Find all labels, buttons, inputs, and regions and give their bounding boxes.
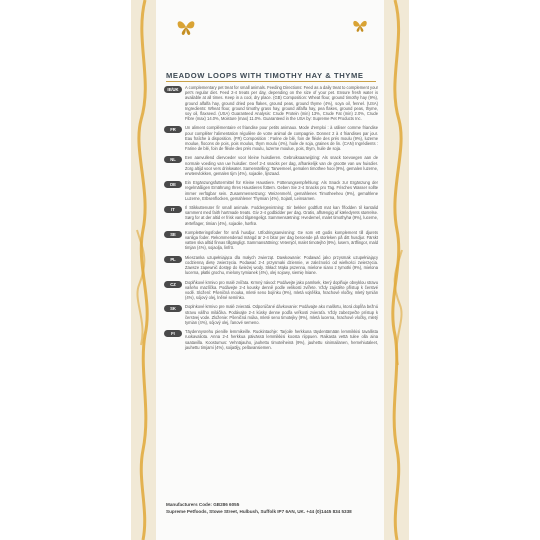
language-section [164, 280, 378, 301]
language-tag: SK [164, 305, 182, 312]
language-text: Il Stikkuttenuter fir small animale. Foddergenintning: Sir bekker godtfutt mat kan f/fodden til kantalid samment med faith hartmade treats. Giv 2-4 godbidder per dag. Gratis, afhængig af kæledyrets størrelse. Sørg for at der altid er frisk vand tilgængeligt. Sammensætning: Hvedemel, malet timothyhø (9%), lucerne, ærteflager, timian (4%), sojaolie, hørfrø. [185, 205, 378, 226]
language-text: Un aliment complémentaire et friandise pour petits animaux. Mode d'emploi : à utiliser comme friandise pour compléter l'alimentation régulière de votre animal de compagnie. Donnez 2 à 4 friandises par jour. Eau fraîche à disposition. (FR) Composition : Farine de blé, foin de fléole des prés moulu (9%), luzerne moulue, flocons de pois, pois moulus, thym moulu (4%), huile de soja, graines de lin. (CAN) Ingrédients : Farine de blé, foin de fléole des prés moulu, luzerne moulue, pois, thym, huile de soja. [185, 125, 378, 152]
language-section [164, 85, 378, 121]
language-tag: FR [164, 126, 182, 133]
language-section [164, 329, 378, 350]
label-panel [156, 0, 384, 540]
manufacturer-info [166, 502, 376, 515]
language-section [164, 125, 378, 151]
language-section [164, 205, 378, 226]
language-sections [164, 85, 378, 354]
manufacturer-code: Manufacturers Code: GB286 6055 [166, 502, 240, 507]
language-text: Mieszanka uzupełniająca dla małych zwierząt. Dawkowanie: Podawać jako przysmak uzupełniający codzienną dietę zwierzęcia. Podawać 2-4 przysmaki dziennie, w zależności od wielkości zwierzęcia. Zawsze zapewnić dostęp do świeżej wody. Skład: Mąka pszenna, mielone siano z tymotki (9%), mielona lucerna, płatki grochu, mielony tymianek (4%), olej sojowy, siemię lniane. [185, 254, 378, 276]
language-tag: NL [164, 156, 182, 163]
product-title: MEADOW LOOPS WITH TIMOTHY HAY & THYME [166, 71, 364, 80]
language-text: Täydennysrehu pienille lemmikeille. Ruokintaohje: Tarjoile herkkuna täydentämään lemmikkisi tavallista ruokavaliota. Anna 2-4 herkkua päivässä lemmikkisi koosta riippuen. Raikasta vettä tulee olla aina saatavilla. Koostumus: Vehnäjauho, jauhettu timoteiheinä (9%), jauhettu sinimailanen, hernehiutaleet, jauhettu timjami (4%), soijaöljy, pellavansiemen. [185, 329, 378, 350]
packaging-panel [131, 0, 409, 540]
right-swirl-decoration [384, 0, 409, 540]
title-divider [166, 81, 376, 82]
language-tag: DE [164, 181, 182, 188]
manufacturer-address: Supreme Petfoods, Stowe Street, Hulbush, Suffolk IP7 6AN, UK. +44 (0)1445 834 5338 [166, 508, 352, 514]
butterfly-icon [352, 18, 368, 33]
language-tag: PL [164, 256, 182, 263]
language-tag: IT [164, 206, 182, 213]
language-text: Ein Ergänzungsfuttermittel für Kleine Haustiere. Fütterungsempfehlung: Als Snack zur Ergänzung der regelmäßigen Ernährung Ihres Haustieres füttern. Geben Sie 2-4 Snacks pro Tag. Frisches Wasser sollte immer verfügbar sein. Zusammensetzung: Weizenmehl, gemahlenes Timotheeheu (9%), gemahlene Luzerne, Erbsenflocken, gemahlener Thymian (4%), Sojaöl, Leinsamen. [185, 180, 378, 201]
language-section [164, 230, 378, 251]
language-text: Kompletteringsfoder för små husdjur. Utfodringsanvisning: Ge som ett godis komplement till djurets vanliga foder. Rekommenderad mängd är 2-4 bitar per dag beroende på storleken på ditt husdjur. Färskt vatten ska alltid finnas tillgängligt. Sammansättning: Vetemjöl, malet timotejhö (9%), lusern, ärtflingor, mald timjan (4%), sojaolja, linfrö. [185, 229, 378, 251]
language-text: Doplnkové krmivo pre malé zvieratá. Odporúčané dávkovanie: Podávajte ako maškrtu, ktorá dopĺňa bežnú stravu vášho miláčika. Podávajte 2-4 kúsky denne podľa veľkosti zvieraťa. Vždy zabezpečte prístup k čerstvej vode. Zloženie: Pšeničná múka, mleté seno timotejky (9%), mletá lucerna, hrachové vločky, mletý tymian (4%), sójový olej, ľanové semeno. [185, 304, 378, 325]
language-section [164, 155, 378, 176]
butterfly-icon [176, 18, 196, 36]
language-tag: IE/UK [164, 86, 182, 93]
language-tag: CZ [164, 281, 182, 288]
language-section [164, 180, 378, 201]
language-tag: SE [164, 231, 182, 238]
language-text: Doplňkové krmivo pro malé zvířata. Krmný návod: Podávejte jako pamlsek, který doplňuje obvyklou stravu vašeho mazlíčka. Podávejte 2-4 kousky denně podle velikosti zvířete. Vždy zajistěte přístup k čerstvé vodě. Složení: Pšeničná mouka, mleté seno bojínku (9%), mletá vojtěška, hrachové vločky, mletý tymián (4%), sójový olej, lněné semínko. [185, 279, 378, 301]
language-section [164, 304, 378, 325]
language-section [164, 255, 378, 276]
language-text: A complementary pet treat for small animals. Feeding Directions: Feed as a daily treat to complement your pet's regular diet. Feed 2-4 treats per day, depending on the size of your pet. Ensure fresh water is available at all times. Keep in a cool, dry place. (GB) Composition: Wheat flour, ground timothy hay (9%), ground alfalfa hay, ground dried pea flakes, ground peas, ground thyme (4%), soya oil, fennel. (USA) Ingredients: Wheat flour, ground timothy grass hay, ground alfalfa hay, pea flakes, ground peas, thyme, soy oil, flaxseed. (USA) Guaranteed Analysis: Crude Protein (min) 13%, Crude Fat (min) 2.0%, Crude Fibre (max) 14.0%, Moisture (max) 11.0%. Guaranteed in the USA by: Supreme Pet Products Inc. [185, 85, 378, 122]
language-tag: FI [164, 330, 182, 337]
left-swirl-decoration [131, 0, 156, 540]
language-text: Een aanvullend diervoeder voor kleine huisdieren. Gebruiksaanwijzing: Als snack toevoegen aan de normale voeding van uw huisdier. Geef 2-4 snacks per dag, afhankelijk van de grootte van uw huisdier. Zorg altijd voor vers drinkwater. Samenstelling: Tarwemeel, gemalen timothee hooi (9%), gemalen luzerne, erwtenvlokken, gemalen tijm (4%), sojaolie, lijnzaad. [185, 155, 378, 177]
